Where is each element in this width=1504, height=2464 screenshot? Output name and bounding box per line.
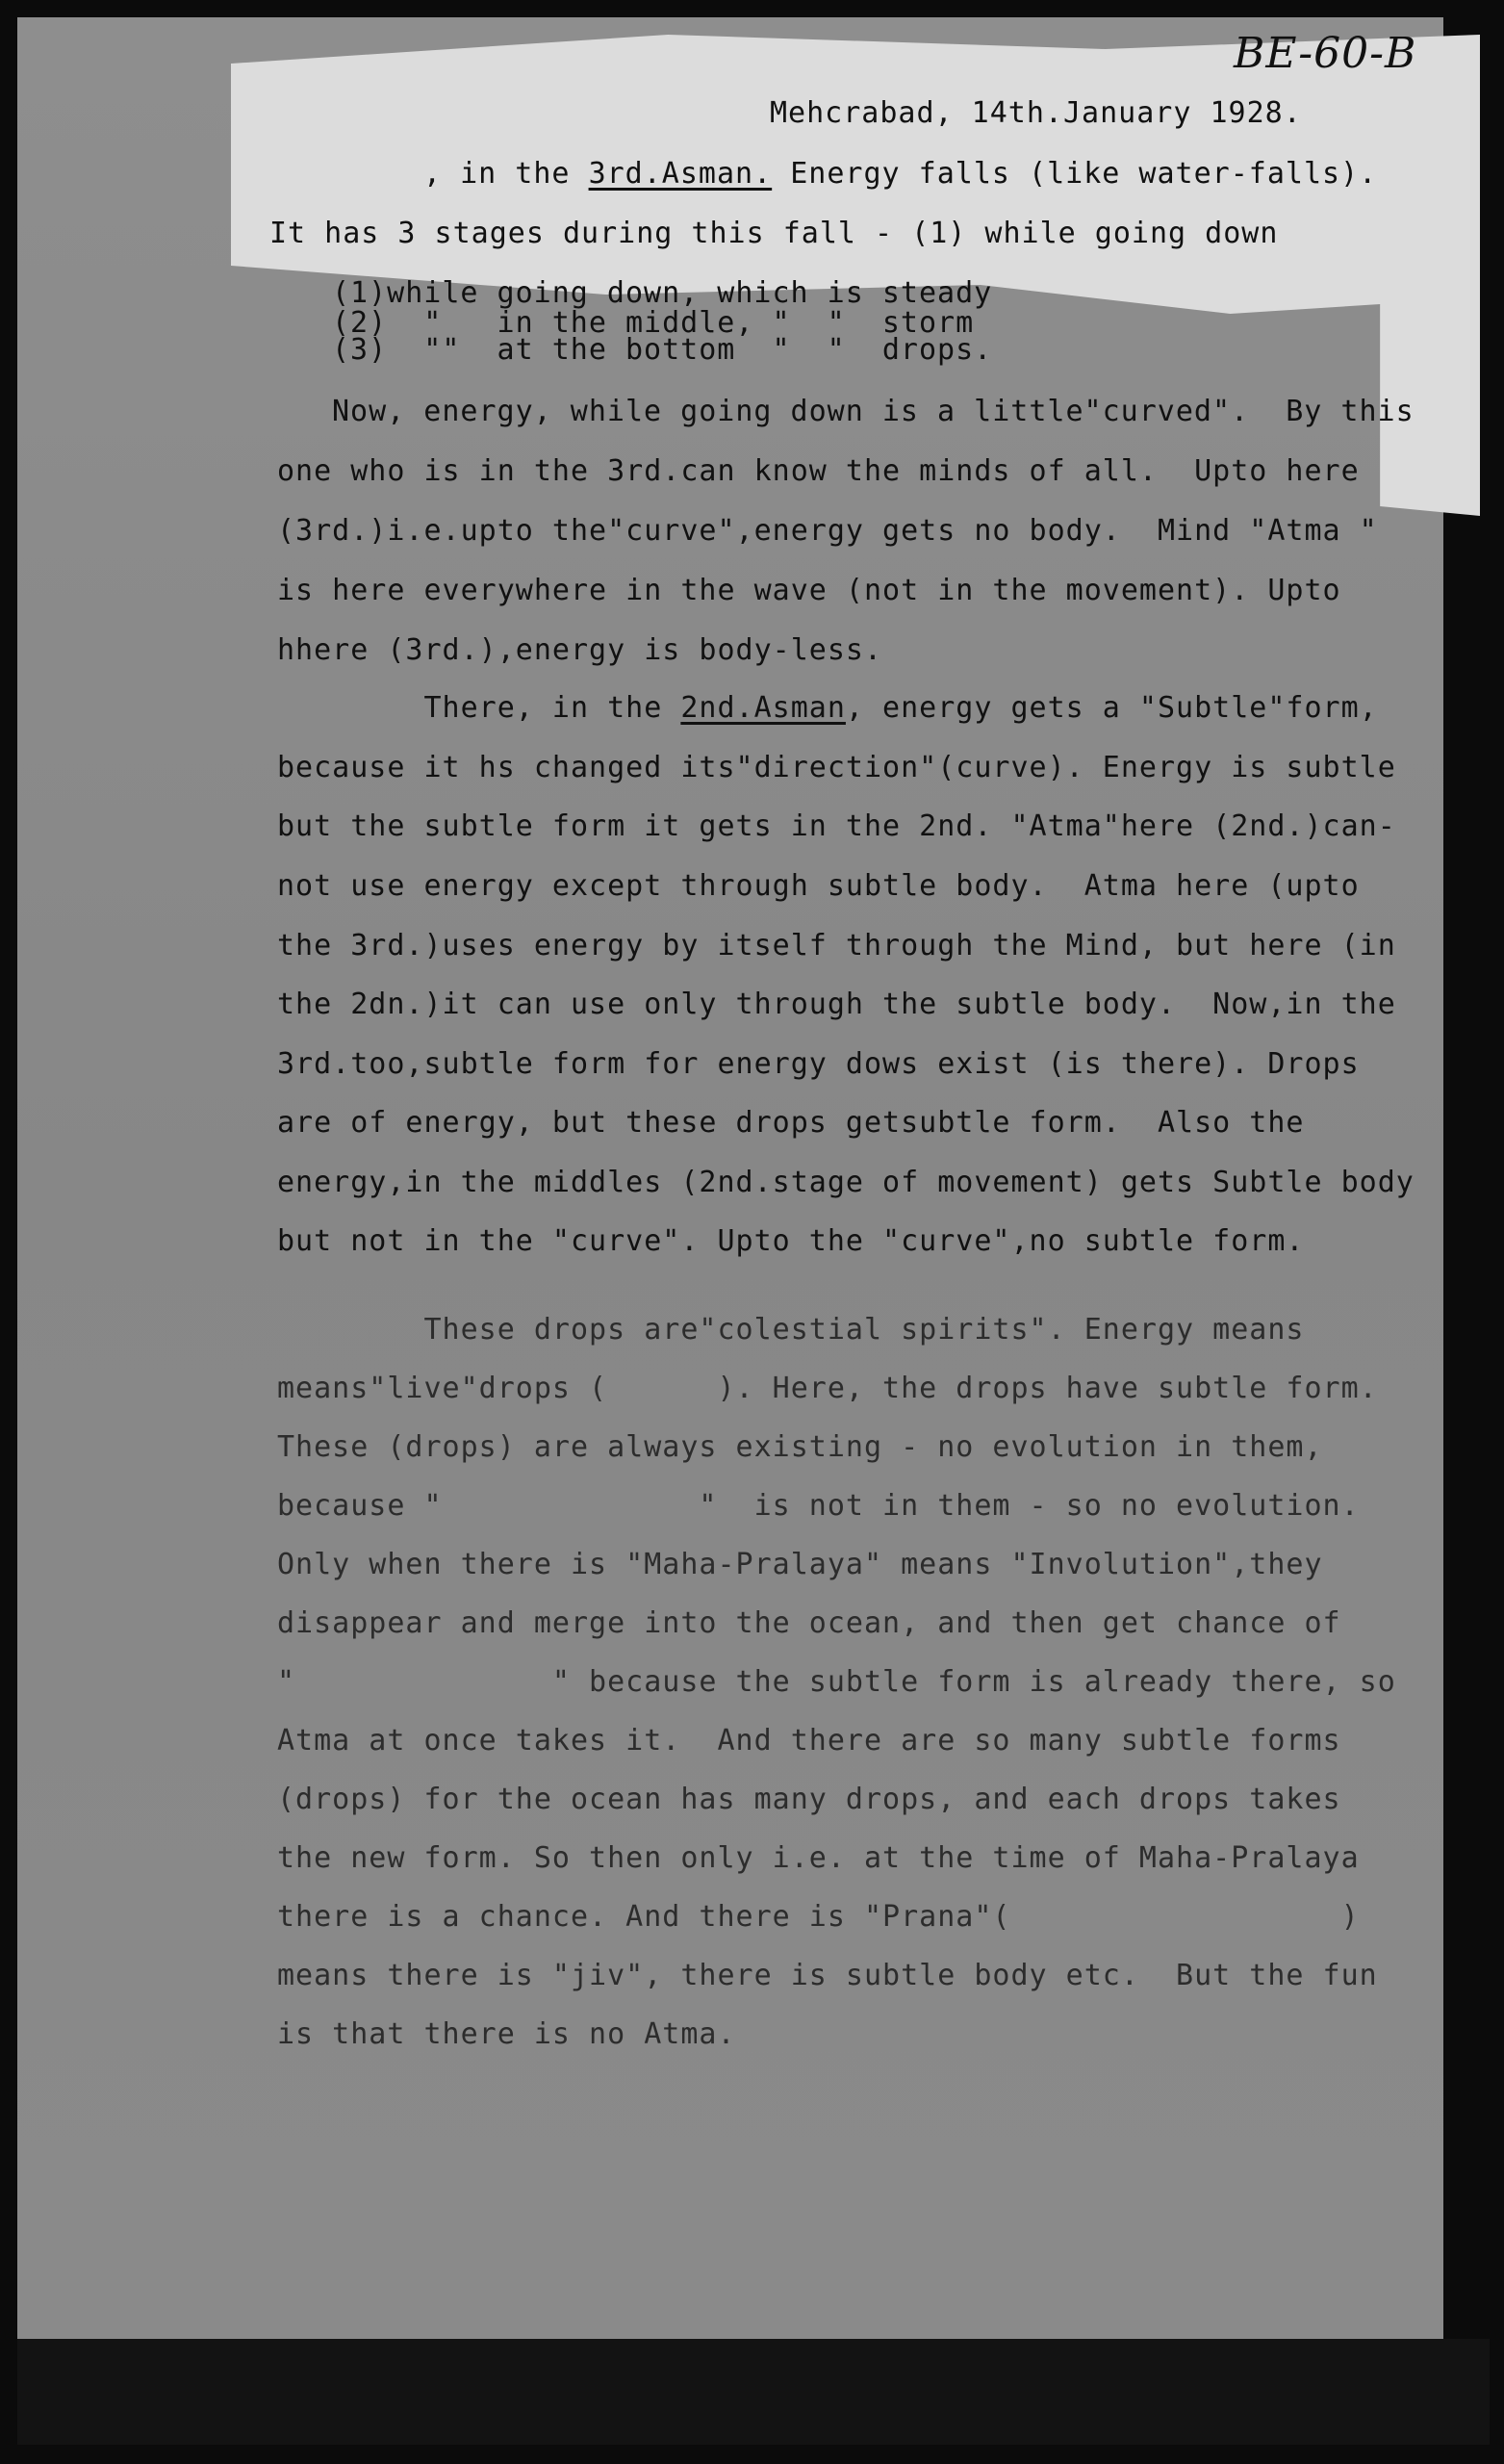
text-line: because " " is not in them - so no evolution. (277, 1489, 1360, 1523)
date-line: Mehcrabad, 14th.January 1928. (770, 96, 1302, 130)
text-line: 3rd.too,subtle form for energy dows exist (is there). Drops (277, 1047, 1360, 1081)
text-line: (3rd.)i.e.upto the"curve",energy gets no body. Mind "Atma " (277, 514, 1378, 548)
text-line: Now, energy, while going down is a little"curved". By this (332, 395, 1415, 428)
text-line: means there is "jiv", there is subtle body etc. But the fun (277, 1959, 1378, 1992)
text-line: are of energy, but these drops getsubtle form. Also the (277, 1106, 1305, 1140)
text-line: It has 3 stages during this fall - (1) while going down (269, 217, 1279, 250)
text-line: These (drops) are always existing - no evolution in them, (277, 1430, 1323, 1464)
text-line: is that there is no Atma. (277, 2017, 736, 2051)
stage-list-item: (1)while going down, which is steady (332, 276, 993, 310)
text-line: the 3rd.)uses energy by itself through the Mind, but here (in (277, 929, 1396, 962)
text-line: the new form. So then only i.e. at the time of Maha-Pralaya (277, 1841, 1360, 1875)
text-line: hhere (3rd.),energy is body-less. (277, 633, 883, 667)
text-line: Atma at once takes it. And there are so many subtle forms (277, 1724, 1341, 1758)
text-line: Only when there is "Maha-Pralaya" means "Involution",they (277, 1548, 1323, 1581)
stage-list-item: (3) "" at the bottom " " drops. (332, 333, 993, 367)
text-line: disappear and merge into the ocean, and then get chance of (277, 1606, 1341, 1640)
text-line: not use energy except through subtle body. Atma here (upto (277, 869, 1360, 903)
text-line: one who is in the 3rd.can know the minds of all. Upto here (277, 454, 1360, 488)
text-line: energy,in the middles (2nd.stage of movement) gets Subtle body (277, 1166, 1415, 1199)
text-line: but not in the "curve". Upto the "curve",no subtle form. (277, 1224, 1305, 1258)
text-line: there is a chance. And there is "Prana"( ) (277, 1900, 1360, 1934)
archive-code: BE-60-B (1234, 29, 1417, 78)
background-margin (17, 2339, 1490, 2445)
text-line: There, in the 2nd.Asman, energy gets a "Subtle"form, (277, 691, 1378, 725)
text-line: because it hs changed its"direction"(curve). Energy is subtle (277, 751, 1396, 784)
text-line: is here everywhere in the wave (not in the movement). Upto (277, 574, 1341, 607)
text-line: the 2dn.)it can use only through the subtle body. Now,in the (277, 988, 1396, 1021)
text-line: but the subtle form it gets in the 2nd. "Atma"here (2nd.)can- (277, 809, 1396, 843)
text-line: " " because the subtle form is already there, so (277, 1665, 1396, 1699)
text-line: (drops) for the ocean has many drops, and each drops takes (277, 1783, 1341, 1816)
stage-list-item: (2) " in the middle, " " storm (332, 306, 975, 340)
text-line: means"live"drops ( ). Here, the drops have subtle form. (277, 1372, 1378, 1405)
text-line: These drops are"colestial spirits". Energy means (277, 1313, 1305, 1347)
text-line: , in the 3rd.Asman. Energy falls (like water-falls). (423, 157, 1378, 191)
